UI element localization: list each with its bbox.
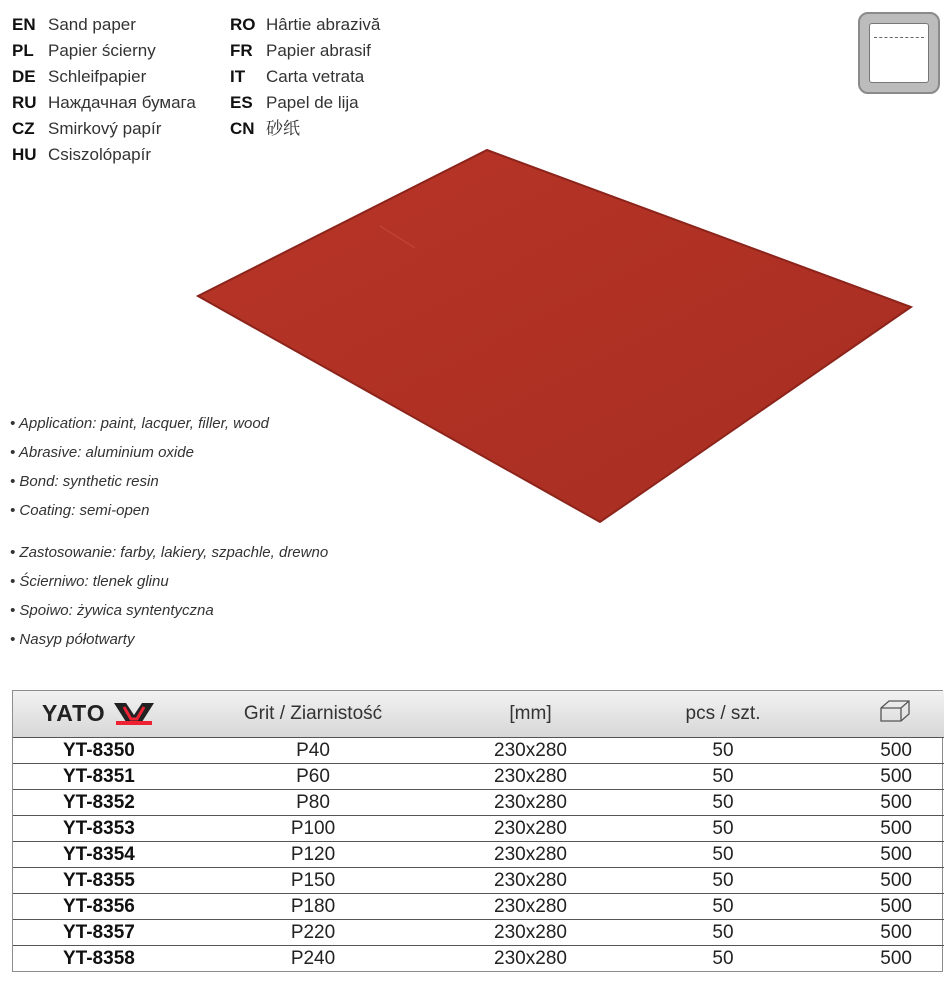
lang-code: RU bbox=[12, 93, 37, 112]
product-code: YT-8354 bbox=[63, 843, 135, 865]
size-cell: 230x280 bbox=[494, 765, 567, 787]
size-cell: 230x280 bbox=[494, 791, 567, 813]
product-name: Schleifpapier bbox=[48, 67, 147, 86]
product-code: YT-8356 bbox=[63, 895, 135, 917]
table-row bbox=[13, 893, 944, 919]
product-name: 砂纸 bbox=[266, 119, 300, 138]
table-row bbox=[13, 841, 944, 867]
pcs-cell: 50 bbox=[712, 817, 734, 839]
grit-cell: P180 bbox=[290, 895, 336, 917]
table-row bbox=[13, 867, 944, 893]
lang-code: HU bbox=[12, 145, 37, 164]
header-pcs: pcs / szt. bbox=[685, 702, 761, 724]
table-row bbox=[13, 919, 944, 945]
grit-cell: P60 bbox=[296, 765, 330, 787]
grit-cell: P120 bbox=[290, 843, 336, 865]
grit-cell: P100 bbox=[290, 817, 336, 839]
product-code: YT-8357 bbox=[63, 921, 135, 943]
table-row bbox=[13, 737, 944, 763]
product-code: YT-8351 bbox=[63, 765, 135, 787]
lang-code: DE bbox=[12, 67, 36, 86]
sandpaper-sheet bbox=[198, 150, 911, 522]
feature-item: • Bond: synthetic resin bbox=[10, 473, 159, 490]
table-row bbox=[13, 763, 944, 789]
pcs-cell: 50 bbox=[712, 843, 734, 865]
yato-logo-icon bbox=[112, 701, 156, 727]
box-qty-cell: 500 bbox=[880, 817, 912, 839]
pcs-cell: 50 bbox=[712, 739, 734, 761]
lang-code: CN bbox=[230, 119, 255, 138]
product-name: Csiszolópapír bbox=[48, 145, 151, 164]
feature-item: • Ścierniwo: tlenek glinu bbox=[10, 573, 169, 590]
grit-cell: P150 bbox=[290, 869, 336, 891]
product-name: Sand paper bbox=[48, 15, 136, 34]
pcs-cell: 50 bbox=[712, 791, 734, 813]
product-name: Carta vetrata bbox=[266, 67, 365, 86]
size-cell: 230x280 bbox=[494, 895, 567, 917]
product-name: Papel de lija bbox=[266, 93, 359, 112]
lang-code: PL bbox=[12, 41, 34, 60]
features-en bbox=[10, 409, 269, 525]
feature-item: • Application: paint, lacquer, filler, wood bbox=[10, 415, 270, 432]
box-qty-cell: 500 bbox=[880, 895, 912, 917]
size-cell: 230x280 bbox=[494, 843, 567, 865]
box-qty-cell: 500 bbox=[880, 765, 912, 787]
feature-item: • Abrasive: aluminium oxide bbox=[10, 444, 194, 461]
pcs-cell: 50 bbox=[712, 765, 734, 787]
box-qty-cell: 500 bbox=[880, 843, 912, 865]
pcs-cell: 50 bbox=[712, 921, 734, 943]
pcs-cell: 50 bbox=[712, 869, 734, 891]
grit-cell: P220 bbox=[290, 921, 336, 943]
features-pl bbox=[10, 538, 328, 654]
box-qty-cell: 500 bbox=[880, 791, 912, 813]
table-row bbox=[13, 789, 944, 815]
pcs-cell: 50 bbox=[712, 895, 734, 917]
size-cell: 230x280 bbox=[494, 869, 567, 891]
product-code: YT-8353 bbox=[63, 817, 135, 839]
box-qty-cell: 500 bbox=[880, 739, 912, 761]
grit-cell: P240 bbox=[290, 947, 336, 969]
product-name: Papier ścierny bbox=[48, 41, 156, 60]
table-header-row bbox=[13, 691, 944, 737]
product-code: YT-8358 bbox=[63, 947, 135, 969]
size-cell: 230x280 bbox=[494, 817, 567, 839]
product-code: YT-8350 bbox=[63, 739, 135, 761]
product-name: Smirkový papír bbox=[48, 119, 162, 138]
brand-logo-text: YATO bbox=[42, 700, 106, 727]
feature-item: • Nasyp półotwarty bbox=[10, 631, 135, 648]
box-icon bbox=[878, 699, 912, 723]
product-table bbox=[12, 690, 943, 972]
product-code: YT-8352 bbox=[63, 791, 135, 813]
lang-code: ES bbox=[230, 93, 253, 112]
grit-cell: P80 bbox=[296, 791, 330, 813]
lang-code: RO bbox=[230, 15, 256, 34]
lang-code: IT bbox=[230, 67, 246, 86]
header-size: [mm] bbox=[509, 702, 552, 724]
box-qty-cell: 500 bbox=[880, 921, 912, 943]
header-grit: Grit / Ziarnistość bbox=[243, 702, 383, 724]
product-code: YT-8355 bbox=[63, 869, 135, 891]
size-cell: 230x280 bbox=[494, 739, 567, 761]
lang-code: EN bbox=[12, 15, 36, 34]
box-qty-cell: 500 bbox=[880, 947, 912, 969]
lang-code: CZ bbox=[12, 119, 35, 138]
header-box bbox=[808, 691, 944, 737]
product-name: Hârtie abrazivă bbox=[266, 15, 381, 34]
feature-item: • Coating: semi-open bbox=[10, 502, 150, 519]
feature-item: • Zastosowanie: farby, lakiery, szpachle, drewno bbox=[10, 544, 329, 561]
table-row bbox=[13, 945, 944, 971]
grit-cell: P40 bbox=[296, 739, 330, 761]
feature-item: • Spoiwo: żywica syntentyczna bbox=[10, 602, 214, 619]
pcs-cell: 50 bbox=[712, 947, 734, 969]
product-name: Papier abrasif bbox=[266, 41, 371, 60]
product-name: Наждачная бумага bbox=[48, 93, 196, 112]
size-cell: 230x280 bbox=[494, 947, 567, 969]
box-qty-cell: 500 bbox=[880, 869, 912, 891]
size-cell: 230x280 bbox=[494, 921, 567, 943]
table-row bbox=[13, 815, 944, 841]
lang-code: FR bbox=[230, 41, 253, 60]
brand-cell bbox=[13, 691, 203, 737]
